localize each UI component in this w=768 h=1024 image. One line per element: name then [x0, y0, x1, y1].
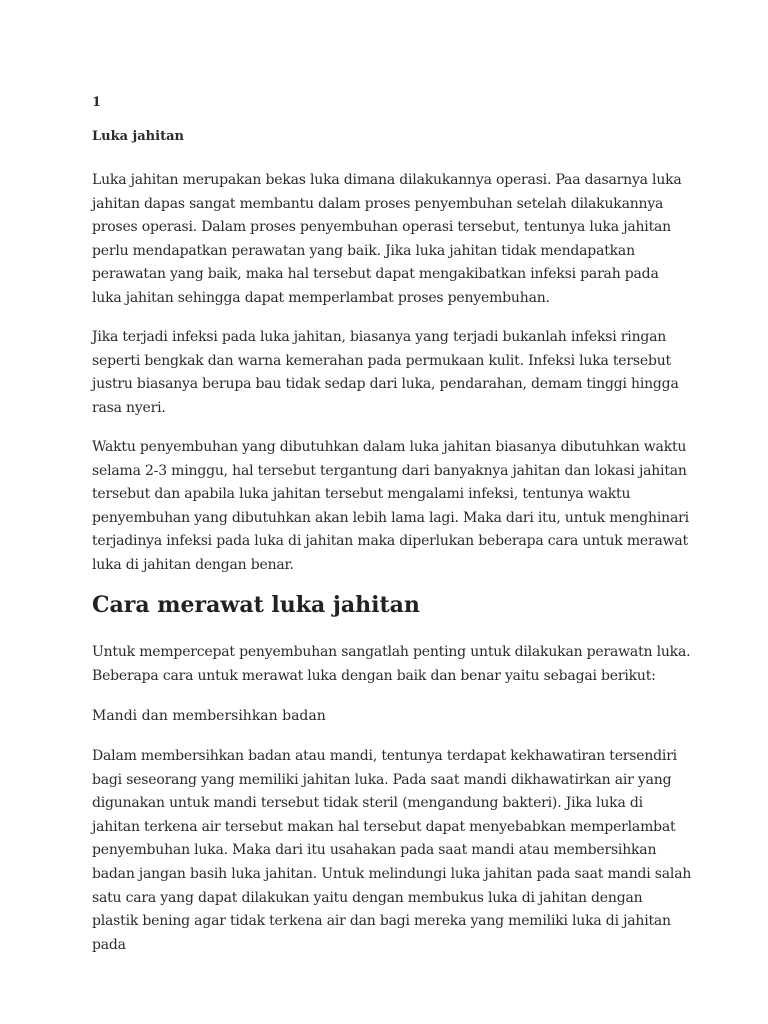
document-title: Luka jahitan [92, 129, 184, 144]
section-heading: Cara merawat luka jahitan [92, 592, 420, 618]
paragraph-3: Waktu penyembuhan yang dibutuhkan dalam luka jahitan biasanya dibutuhkan waktu selama 2-3 minggu, hal tersebut tergantung dari banyaknya jahitan dan lokasi jahitan tersebut dan apabila luka jahitan tersebut mengalami infeksi, tentunya waktu penyembuhan yang dibutuhkan akan lebih lama lagi. Maka dari itu, untuk menghinari terjadinya infeksi pada luka di jahitan maka diperlukan beberapa cara untuk merawat luka di jahitan dengan benar. [92, 439, 689, 573]
section-intro: Untuk mempercepat penyembuhan sangatlah penting untuk dilakukan perawatn luka. Beberapa cara untuk merawat luka dengan baik dan benar yaitu sebagai berikut: [92, 644, 691, 684]
paragraph-1: Luka jahitan merupakan bekas luka dimana dilakukannya operasi. Paa dasarnya luka jahitan dapas sangat membantu dalam proses penyembuhan setelah dilakukannya proses operasi. Dalam proses penyembuhan operasi tersebut, tentunya luka jahitan perlu mendapatkan perawatan yang baik. Jika luka jahitan tidak mendapatkan perawatan yang baik, maka hal tersebut dapat mengakibatkan infeksi parah pada luka jahitan sehingga dapat memperlambat proses penyembuhan. [92, 172, 682, 306]
subheading: Mandi dan membersihkan badan [92, 708, 326, 724]
page-number: 1 [92, 95, 102, 110]
subsection-paragraph: Dalam membersihkan badan atau mandi, tentunya terdapat kekhawatiran tersendiri bagi seseorang yang memiliki jahitan luka. Pada saat mandi dikhawatirkan air yang digunakan untuk mandi tersebut tidak steril (mengandung bakteri). Jika luka di jahitan terkena air tersebut makan hal tersebut dapat menyebabkan memperlambat penyembuhan luka. Maka dari itu usahakan pada saat mandi atau membersihkan badan jangan basih luka jahitan. Untuk melindungi luka jahitan pada saat mandi salah satu cara yang dapat dilakukan yaitu dengan membukus luka di jahitan dengan plastik bening agar tidak terkena air dan bagi mereka yang memiliki luka di jahitan pada [92, 748, 692, 953]
paragraph-2: Jika terjadi infeksi pada luka jahitan, biasanya yang terjadi bukanlah infeksi ringan seperti bengkak dan warna kemerahan pada permukaan kulit. Infeksi luka tersebut justru biasanya berupa bau tidak sedap dari luka, pendarahan, demam tinggi hingga rasa nyeri. [92, 329, 679, 416]
